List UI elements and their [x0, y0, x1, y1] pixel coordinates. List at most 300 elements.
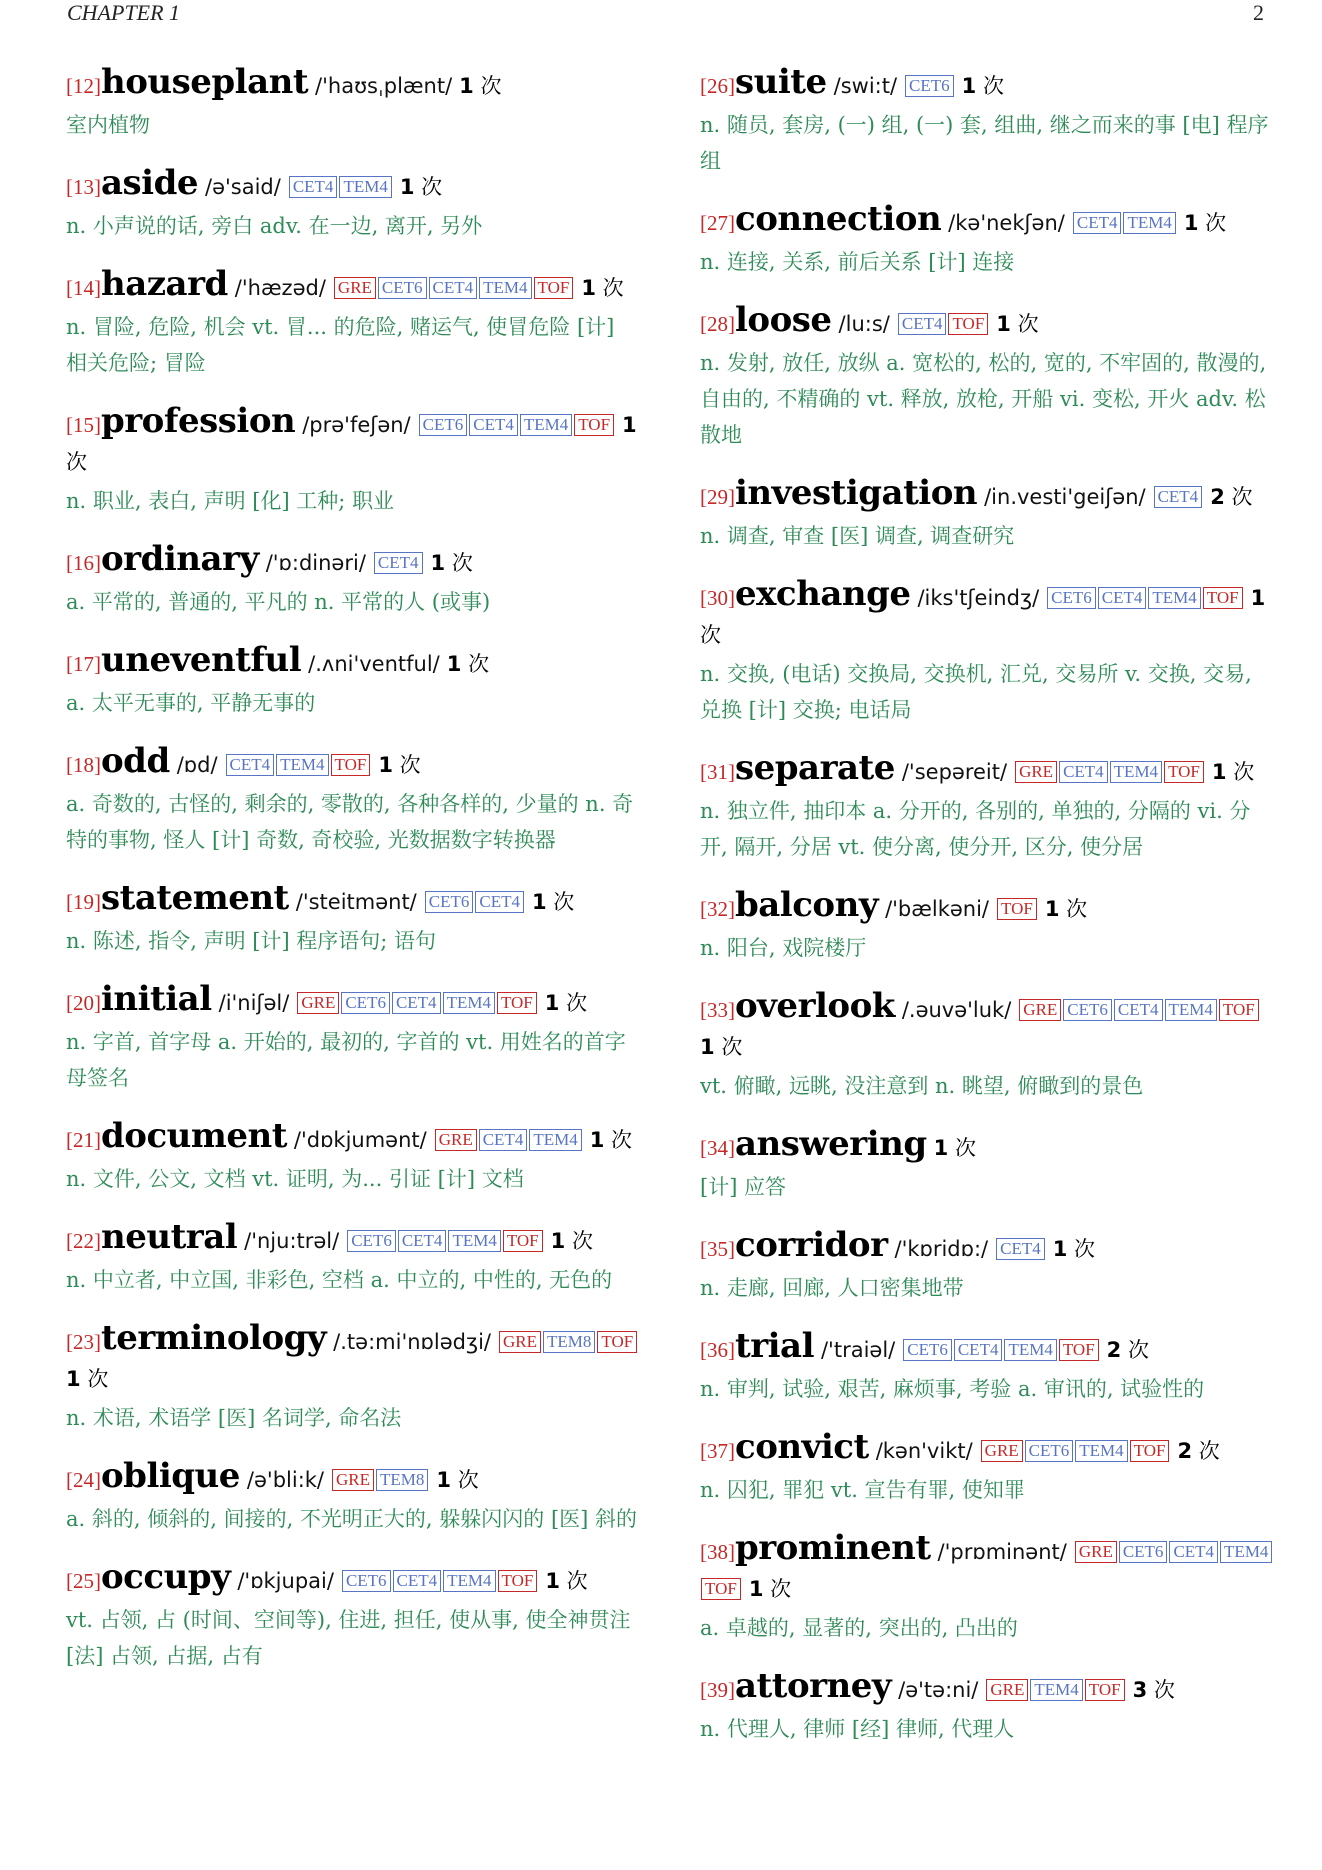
- entry-number: [28]: [700, 312, 735, 336]
- exam-tag-cet4: CET4: [1114, 999, 1163, 1021]
- occurrence-number: 2: [1210, 485, 1225, 509]
- vocab-entry: [66, 1320, 640, 1436]
- occurrence-number: 1: [545, 1569, 560, 1593]
- entry-definition: vt. 占领, 占 (时间、空间等), 住进, 担任, 使从事, 使全神贯注 [法] 占领, 占据, 占有: [66, 1608, 631, 1668]
- entry-word: houseplant: [101, 62, 309, 102]
- entry-headline: [700, 750, 1274, 791]
- occurrence-unit: 次: [468, 652, 490, 676]
- exam-tag-tem4: TEM4: [1220, 1541, 1272, 1563]
- exam-tag-tem4: TEM4: [1004, 1339, 1056, 1361]
- occurrence-number: 3: [1132, 1678, 1148, 1702]
- entry-phonetic: /ə'bli:k/: [246, 1468, 325, 1492]
- occurrence-count: [66, 1367, 108, 1391]
- entry-word: uneventful: [101, 640, 302, 680]
- entry-definition: n. 走廊, 回廊, 人口密集地带: [700, 1276, 964, 1300]
- entry-number: [19]: [66, 890, 101, 914]
- occurrence-count: [459, 74, 501, 98]
- exam-tag-tof: TOF: [1130, 1440, 1170, 1462]
- entry-headline: [700, 1668, 1274, 1709]
- occurrence-unit: 次: [954, 1136, 976, 1160]
- occurrence-number: 1: [446, 652, 462, 676]
- entry-definition: n. 冒险, 危险, 机会 vt. 冒... 的危险, 赌运气, 使冒危险 [计] 相关危险; 冒险: [66, 315, 615, 375]
- entry-word: corridor: [735, 1225, 888, 1265]
- occurrence-count: [700, 1035, 742, 1059]
- entry-headline: [66, 541, 640, 582]
- entry-phonetic: /'ɒ:dinəri/: [265, 551, 366, 575]
- vocab-entry: [66, 541, 640, 620]
- occurrence-count: [431, 551, 473, 575]
- entry-phonetic: /ə'tə:ni/: [898, 1678, 979, 1702]
- entry-headline: [66, 266, 640, 307]
- entry-definition: n. 代理人, 律师 [经] 律师, 代理人: [700, 1717, 1015, 1741]
- entry-number: [22]: [66, 1229, 101, 1253]
- exam-tag-cet4: CET4: [475, 891, 524, 913]
- exam-tag-tem4: TEM4: [448, 1230, 500, 1252]
- entry-phonetic: /'sepəreit/: [901, 760, 1008, 784]
- entry-headline: [700, 576, 1274, 654]
- entry-word: loose: [735, 300, 832, 340]
- entry-number: [35]: [700, 1237, 735, 1261]
- entry-definition: n. 连接, 关系, 前后关系 [计] 连接: [700, 250, 1015, 274]
- entry-phonetic: /'nju:trəl/: [244, 1229, 340, 1253]
- entry-number: [36]: [700, 1338, 735, 1362]
- exam-tag-cet4: CET4: [398, 1230, 447, 1252]
- exam-tag-tem4: TEM4: [479, 277, 531, 299]
- occurrence-number: 1: [1250, 586, 1266, 610]
- entry-definition: n. 随员, 套房, (一) 组, (一) 套, 组曲, 继之而来的事 [电] 程序组: [700, 113, 1269, 173]
- entry-definition: n. 独立件, 抽印本 a. 分开的, 各别的, 单独的, 分隔的 vi. 分开, 隔开, 分居 vt. 使分离, 使分开, 区分, 使分居: [700, 799, 1251, 859]
- entry-headline: [66, 1118, 640, 1159]
- entry-definition: n. 文件, 公文, 文档 vt. 证明, 为... 引证 [计] 文档: [66, 1167, 524, 1191]
- occurrence-count: [1133, 1678, 1175, 1702]
- exam-tag-cet6: CET6: [347, 1230, 396, 1252]
- occurrence-count: [545, 991, 587, 1015]
- entry-headline: [700, 1126, 1274, 1167]
- occurrence-number: 1: [1052, 1237, 1068, 1261]
- entry-definition: n. 职业, 表白, 声明 [化] 工种; 职业: [66, 489, 395, 513]
- exam-tag-tof: TOF: [1203, 587, 1243, 609]
- occurrence-count: [1184, 211, 1226, 235]
- vocab-entry: [66, 880, 640, 959]
- left-column: [66, 64, 640, 1696]
- entry-number: [33]: [700, 998, 735, 1022]
- exam-tag-cet4: CET4: [898, 313, 947, 335]
- vocab-entry: [66, 1219, 640, 1298]
- exam-tag-cet6: CET6: [1063, 999, 1112, 1021]
- occurrence-number: 1: [430, 551, 446, 575]
- entry-definition: a. 太平无事的, 平静无事的: [66, 691, 316, 715]
- entry-phonetic: /'hæzəd/: [234, 276, 326, 300]
- entry-phonetic: /'bælkəni/: [885, 897, 990, 921]
- occurrence-count: [934, 1136, 976, 1160]
- entry-definition: vt. 俯瞰, 远眺, 没注意到 n. 眺望, 俯瞰到的景色: [700, 1074, 1144, 1098]
- occurrence-unit: 次: [1017, 312, 1039, 336]
- entry-headline: [700, 1429, 1274, 1470]
- occurrence-count: [1045, 897, 1087, 921]
- entry-definition: [计] 应答: [700, 1175, 787, 1199]
- entry-word: convict: [735, 1427, 869, 1467]
- occurrence-unit: 次: [1127, 1338, 1149, 1362]
- entry-word: statement: [101, 878, 289, 918]
- entry-word: hazard: [101, 264, 228, 304]
- occurrence-number: 1: [748, 1577, 764, 1601]
- exam-tag-cet6: CET6: [1025, 1440, 1074, 1462]
- exam-tag-cet4: CET4: [479, 1129, 528, 1151]
- occurrence-count: [447, 652, 489, 676]
- occurrence-number: 1: [399, 175, 415, 199]
- occurrence-unit: 次: [770, 1577, 792, 1601]
- vocab-entry: [700, 64, 1274, 179]
- entry-phonetic: /'dɒkjumənt/: [293, 1128, 427, 1152]
- entry-number: [24]: [66, 1468, 101, 1492]
- entry-phonetic: /.əuvə'luk/: [901, 998, 1012, 1022]
- exam-tag-gre: GRE: [986, 1679, 1028, 1701]
- occurrence-unit: 次: [1198, 1439, 1220, 1463]
- occurrence-unit: 次: [602, 276, 624, 300]
- occurrence-number: 1: [550, 1229, 566, 1253]
- occurrence-unit: 次: [611, 1128, 633, 1152]
- exam-tag-tem4: TEM4: [1075, 1440, 1127, 1462]
- vocab-entry: [700, 1530, 1274, 1646]
- entry-word: oblique: [101, 1456, 240, 1496]
- exam-tag-tem4: TEM4: [520, 414, 572, 436]
- occurrence-count: [1177, 1439, 1219, 1463]
- entry-definition: n. 囚犯, 罪犯 vt. 宣告有罪, 使知罪: [700, 1478, 1025, 1502]
- exam-tag-gre: GRE: [1015, 761, 1057, 783]
- entry-phonetic: /in.vesti'geiʃən/: [984, 485, 1146, 509]
- exam-tag-gre: GRE: [1019, 999, 1061, 1021]
- entry-headline: [700, 1530, 1274, 1608]
- vocab-entry: [66, 981, 640, 1096]
- occurrence-count: [590, 1128, 632, 1152]
- entry-word: profession: [101, 401, 296, 441]
- exam-tag-tof: TOF: [948, 313, 988, 335]
- entry-phonetic: /kən'vikt/: [875, 1439, 973, 1463]
- exam-tag-cet4: CET4: [393, 1570, 442, 1592]
- entry-word: ordinary: [101, 539, 259, 579]
- exam-tag-cet6: CET6: [1047, 587, 1096, 609]
- occurrence-count: [1107, 1338, 1149, 1362]
- entry-definition: n. 发射, 放任, 放纵 a. 宽松的, 松的, 宽的, 不牢固的, 散漫的, 自由的, 不精确的 vt. 释放, 放枪, 开船 vi. 变松, 开火 adv. 松散地: [700, 351, 1267, 447]
- occurrence-unit: 次: [451, 551, 473, 575]
- occurrence-unit: 次: [87, 1367, 109, 1391]
- occurrence-unit: 次: [1153, 1678, 1175, 1702]
- entry-phonetic: /.ʌni'ventful/: [308, 652, 440, 676]
- exam-tag-tem8: TEM8: [543, 1331, 595, 1353]
- exam-tag-cet4: CET4: [1059, 761, 1108, 783]
- occurrence-unit: 次: [982, 74, 1004, 98]
- entry-definition: a. 卓越的, 显著的, 突出的, 凸出的: [700, 1616, 1018, 1640]
- occurrence-number: 1: [436, 1468, 452, 1492]
- occurrence-unit: 次: [571, 1229, 593, 1253]
- vocab-entry: [700, 475, 1274, 554]
- exam-tag-cet4: CET4: [469, 414, 518, 436]
- occurrence-unit: 次: [1074, 1237, 1096, 1261]
- entry-headline: [700, 887, 1274, 928]
- entry-number: [14]: [66, 276, 101, 300]
- entry-number: [15]: [66, 413, 101, 437]
- entry-word: exchange: [735, 574, 911, 614]
- exam-tag-tof: TOF: [331, 754, 371, 776]
- occurrence-unit: 次: [66, 450, 87, 474]
- entry-number: [29]: [700, 485, 735, 509]
- entry-number: [38]: [700, 1540, 735, 1564]
- entry-definition: n. 中立者, 中立国, 非彩色, 空档 a. 中立的, 中性的, 无色的: [66, 1268, 613, 1292]
- vocab-entry: [700, 750, 1274, 865]
- entry-headline: [66, 165, 640, 206]
- exam-tag-cet6: CET6: [419, 414, 468, 436]
- occurrence-count: [1053, 1237, 1095, 1261]
- entry-number: [20]: [66, 991, 101, 1015]
- occurrence-number: 1: [1183, 211, 1199, 235]
- entry-phonetic: /i'niʃəl/: [218, 991, 290, 1015]
- entry-headline: [700, 1328, 1274, 1369]
- exam-tag-cet4: CET4: [429, 277, 478, 299]
- occurrence-number: 1: [622, 413, 637, 437]
- exam-tag-tof: TOF: [1085, 1679, 1125, 1701]
- exam-tag-tem4: TEM4: [339, 176, 391, 198]
- entry-headline: [66, 743, 640, 784]
- exam-tag-tem4: TEM4: [1030, 1679, 1082, 1701]
- occurrence-count: [962, 74, 1004, 98]
- exam-tag-gre: GRE: [297, 992, 339, 1014]
- entry-definition: a. 奇数的, 古怪的, 剩余的, 零散的, 各种各样的, 少量的 n. 奇特的事物, 怪人 [计] 奇数, 奇校验, 光数据数字转换器: [66, 792, 634, 852]
- entry-phonetic: /iks'tʃeindʒ/: [917, 586, 1040, 610]
- entry-number: [39]: [700, 1678, 735, 1702]
- vocab-entry: [700, 201, 1274, 280]
- entry-headline: [66, 1458, 640, 1499]
- entry-word: terminology: [101, 1318, 327, 1358]
- vocab-entry: [66, 64, 640, 143]
- exam-tag-cet4: CET4: [1098, 587, 1147, 609]
- page-number: 2: [1253, 0, 1264, 25]
- entry-phonetic: /ə'said/: [205, 175, 281, 199]
- occurrence-unit: 次: [721, 1035, 743, 1059]
- entry-definition: n. 术语, 术语学 [医] 名词学, 命名法: [66, 1406, 402, 1430]
- vocab-entry: [66, 642, 640, 721]
- exam-tag-cet4: CET4: [289, 176, 338, 198]
- exam-tag-cet4: CET4: [374, 552, 423, 574]
- occurrence-unit: 次: [421, 175, 443, 199]
- vocab-entry: [700, 988, 1274, 1104]
- entry-definition: n. 调查, 审查 [医] 调查, 调查研究: [700, 524, 1015, 548]
- exam-tag-tem4: TEM4: [443, 1570, 495, 1592]
- exam-tag-cet4: CET4: [996, 1238, 1045, 1260]
- vocab-entry: [66, 165, 640, 244]
- exam-tag-tof: TOF: [503, 1230, 543, 1252]
- entry-headline: [700, 1227, 1274, 1268]
- occurrence-number: 1: [581, 276, 596, 300]
- entry-phonetic: /'prɒminənt/: [937, 1540, 1067, 1564]
- exam-tag-cet4: CET4: [226, 754, 275, 776]
- occurrence-unit: 次: [566, 1569, 588, 1593]
- occurrence-unit: 次: [566, 991, 588, 1015]
- occurrence-count: [749, 1577, 791, 1601]
- entry-word: overlook: [735, 986, 895, 1026]
- occurrence-number: 1: [996, 312, 1011, 336]
- occurrence-unit: 次: [1231, 485, 1253, 509]
- entry-phonetic: /prə'feʃən/: [302, 413, 411, 437]
- entry-headline: [700, 988, 1274, 1066]
- entry-number: [12]: [66, 74, 101, 98]
- vocab-entry: [66, 1458, 640, 1537]
- entry-phonetic: /'haʊsˌplænt/: [315, 74, 453, 98]
- entry-definition: n. 交换, (电话) 交换局, 交换机, 汇兑, 交易所 v. 交换, 交易, 兑换 [计] 交换; 电话局: [700, 662, 1252, 722]
- entry-phonetic: /lu:s/: [838, 312, 890, 336]
- exam-tag-cet4: CET4: [954, 1339, 1003, 1361]
- occurrence-number: 1: [1044, 897, 1060, 921]
- occurrence-count: [545, 1569, 587, 1593]
- entry-word: neutral: [101, 1217, 238, 1257]
- entry-definition: n. 小声说的话, 旁白 adv. 在一边, 离开, 另外: [66, 214, 483, 238]
- entry-word: separate: [735, 748, 895, 788]
- entry-word: investigation: [735, 473, 978, 513]
- occurrence-number: 2: [1106, 1338, 1122, 1362]
- vocab-entry: [700, 576, 1274, 728]
- entry-headline: [700, 475, 1274, 516]
- exam-tag-tof: TOF: [997, 898, 1037, 920]
- entry-word: attorney: [735, 1666, 892, 1706]
- exam-tag-gre: GRE: [981, 1440, 1023, 1462]
- occurrence-count: [1212, 760, 1254, 784]
- entry-headline: [700, 302, 1274, 343]
- exam-tag-gre: GRE: [332, 1469, 374, 1491]
- exam-tag-tof: TOF: [701, 1578, 741, 1600]
- chapter-heading: CHAPTER 1: [67, 0, 181, 25]
- entry-number: [37]: [700, 1439, 735, 1463]
- exam-tag-tem8: TEM8: [376, 1469, 428, 1491]
- occurrence-unit: 次: [399, 753, 421, 777]
- exam-tag-cet6: CET6: [378, 277, 427, 299]
- occurrence-count: [996, 312, 1038, 336]
- exam-tag-tof: TOF: [1164, 761, 1204, 783]
- entry-headline: [66, 1219, 640, 1260]
- right-column: [700, 64, 1274, 1769]
- exam-tag-tem4: TEM4: [443, 992, 495, 1014]
- entry-phonetic: /kə'nekʃən/: [948, 211, 1065, 235]
- entry-headline: [66, 64, 640, 105]
- occurrence-unit: 次: [480, 74, 502, 98]
- entry-word: document: [101, 1116, 287, 1156]
- entry-headline: [66, 1559, 640, 1600]
- exam-tag-cet6: CET6: [341, 992, 390, 1014]
- vocab-entry: [66, 1559, 640, 1674]
- entry-number: [34]: [700, 1136, 735, 1160]
- exam-tag-tem4: TEM4: [276, 754, 328, 776]
- occurrence-number: 1: [961, 74, 977, 98]
- exam-tag-tem4: TEM4: [1148, 587, 1200, 609]
- entry-number: [30]: [700, 586, 735, 610]
- vocab-entry: [66, 403, 640, 519]
- vocab-entry: [700, 887, 1274, 966]
- exam-tag-gre: GRE: [499, 1331, 541, 1353]
- vocab-entry: [700, 302, 1274, 453]
- entry-definition: a. 平常的, 普通的, 平凡的 n. 平常的人 (或事): [66, 590, 491, 614]
- exam-tag-tof: TOF: [497, 992, 537, 1014]
- entry-headline: [66, 1320, 640, 1398]
- entry-number: [26]: [700, 74, 735, 98]
- occurrence-unit: 次: [1205, 211, 1227, 235]
- entry-headline: [700, 201, 1274, 242]
- occurrence-unit: 次: [1066, 897, 1088, 921]
- entry-headline: [66, 880, 640, 921]
- occurrence-number: 1: [66, 1367, 81, 1391]
- exam-tag-cet6: CET6: [342, 1570, 391, 1592]
- entry-definition: a. 斜的, 倾斜的, 间接的, 不光明正大的, 躲躲闪闪的 [医] 斜的: [66, 1507, 638, 1531]
- exam-tag-tof: TOF: [1059, 1339, 1099, 1361]
- occurrence-unit: 次: [1233, 760, 1255, 784]
- entry-definition: 室内植物: [66, 113, 150, 137]
- occurrence-unit: 次: [457, 1468, 479, 1492]
- exam-tag-cet4: CET4: [1154, 486, 1203, 508]
- vocab-entry: [66, 266, 640, 381]
- occurrence-number: 1: [378, 753, 393, 777]
- entry-word: initial: [101, 979, 212, 1019]
- entry-headline: [66, 981, 640, 1022]
- entry-word: aside: [101, 163, 198, 203]
- occurrence-number: 1: [544, 991, 560, 1015]
- entry-phonetic: /'ɒkjupai/: [237, 1569, 334, 1593]
- entry-word: occupy: [101, 1557, 231, 1597]
- entry-word: prominent: [735, 1528, 931, 1568]
- exam-tag-tof: TOF: [1219, 999, 1259, 1021]
- entry-number: [25]: [66, 1569, 101, 1593]
- occurrence-count: [581, 276, 623, 300]
- vocab-entry: [700, 1429, 1274, 1508]
- exam-tag-tem4: TEM4: [529, 1129, 581, 1151]
- entry-number: [17]: [66, 652, 101, 676]
- entry-number: [13]: [66, 175, 101, 199]
- occurrence-count: [400, 175, 442, 199]
- exam-tag-cet6: CET6: [1119, 1541, 1168, 1563]
- occurrence-number: 1: [933, 1136, 949, 1160]
- entry-number: [32]: [700, 897, 735, 921]
- exam-tag-tof: TOF: [498, 1570, 538, 1592]
- entry-number: [23]: [66, 1330, 101, 1354]
- entry-phonetic: /'traiəl/: [820, 1338, 896, 1362]
- exam-tag-tem4: TEM4: [1123, 212, 1175, 234]
- exam-tag-gre: GRE: [1075, 1541, 1117, 1563]
- exam-tag-cet6: CET6: [425, 891, 474, 913]
- entry-phonetic: /ɒd/: [176, 753, 218, 777]
- occurrence-number: 1: [1211, 760, 1227, 784]
- vocab-entry: [700, 1227, 1274, 1306]
- entry-word: answering: [735, 1124, 927, 1164]
- exam-tag-cet6: CET6: [905, 75, 954, 97]
- exam-tag-gre: GRE: [334, 277, 376, 299]
- entry-number: [21]: [66, 1128, 101, 1152]
- entry-definition: n. 审判, 试验, 艰苦, 麻烦事, 考验 a. 审讯的, 试验性的: [700, 1377, 1205, 1401]
- exam-tag-gre: GRE: [435, 1129, 477, 1151]
- entry-phonetic: /swi:t/: [833, 74, 898, 98]
- occurrence-count: [1210, 485, 1252, 509]
- occurrence-number: 1: [700, 1035, 715, 1059]
- occurrence-count: [436, 1468, 478, 1492]
- occurrence-number: 2: [1177, 1439, 1193, 1463]
- occurrence-unit: 次: [700, 623, 721, 647]
- exam-tag-cet4: CET4: [1169, 1541, 1218, 1563]
- entry-definition: n. 字首, 首字母 a. 开始的, 最初的, 字首的 vt. 用姓名的首字母签名: [66, 1030, 626, 1090]
- entry-headline: [66, 403, 640, 481]
- entry-number: [16]: [66, 551, 101, 575]
- vocab-entry: [66, 743, 640, 858]
- exam-tag-cet4: CET4: [1073, 212, 1122, 234]
- exam-tag-tof: TOF: [534, 277, 574, 299]
- exam-tag-tem4: TEM4: [1165, 999, 1217, 1021]
- entry-word: odd: [101, 741, 170, 781]
- exam-tag-tof: TOF: [574, 414, 614, 436]
- occurrence-count: [378, 753, 420, 777]
